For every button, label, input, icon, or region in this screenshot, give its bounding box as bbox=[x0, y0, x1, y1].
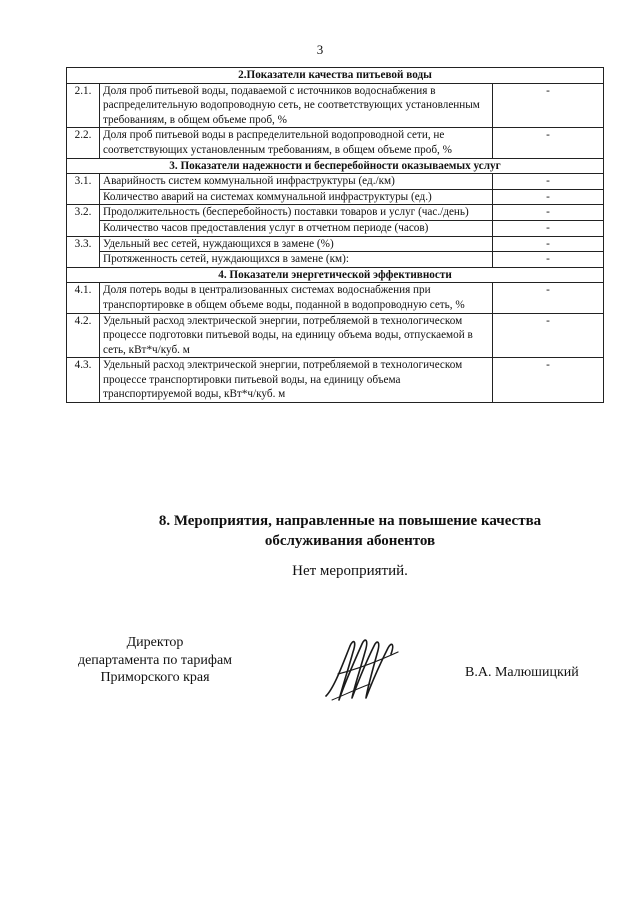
indicator-name: Удельный расход электрической энергии, потребляемой в технологическом процессе подготовки питьевой воды, на единицу объема воды, отпускаемой в сеть, кВт*ч/куб. м bbox=[100, 313, 493, 358]
indicator-value: - bbox=[493, 128, 604, 158]
indicator-name: Удельный расход электрической энергии, потребляемой в технологическом процессе транспортировки питьевой воды, на единицу объема транспортируемой воды, кВт*ч/куб. м bbox=[100, 358, 493, 403]
indicator-name: Доля проб питьевой воды в распределительной водопроводной сети, не соответствующих установленным требованиям, в общем объеме проб, % bbox=[100, 128, 493, 158]
row-number: 4.3. bbox=[67, 358, 100, 403]
title-line: департамента по тарифам bbox=[77, 652, 233, 668]
indicator-value: - bbox=[493, 252, 604, 268]
row-number: 3.3. bbox=[67, 236, 100, 267]
indicator-name: Доля проб питьевой воды, подаваемой с источников водоснабжения в распределительную водопроводную сеть, не соответствующих установленным требованиям, в общем объеме проб, % bbox=[100, 83, 493, 128]
indicator-name: Количество аварий на системах коммунальной инфраструктуры (ед.) bbox=[100, 189, 493, 205]
indicators-table bbox=[66, 67, 604, 403]
indicator-name: Доля потерь воды в централизованных системах водоснабжения при транспортировке в общем объеме воды, поданной в водопроводную сеть, % bbox=[100, 283, 493, 313]
director-title bbox=[50, 634, 260, 687]
title-line: Директор bbox=[126, 635, 184, 650]
row-number: 3.1. bbox=[67, 174, 100, 205]
title-line: Приморского края bbox=[100, 670, 210, 685]
table-row bbox=[67, 313, 604, 358]
section-title: 3. Показатели надежности и бесперебойности оказываемых услуг bbox=[67, 158, 604, 174]
indicator-value: - bbox=[493, 283, 604, 313]
indicator-name: Протяженность сетей, нуждающихся в замене (км): bbox=[100, 252, 493, 268]
table-row bbox=[67, 358, 604, 403]
page-number: 3 bbox=[316, 42, 324, 57]
indicator-value: - bbox=[493, 236, 604, 252]
heading-line: обслуживания абонентов bbox=[264, 533, 436, 549]
section-title: 4. Показатели энергетической эффективности bbox=[67, 267, 604, 283]
handwritten-signature bbox=[320, 630, 410, 710]
table-row bbox=[67, 205, 604, 221]
indicator-value: - bbox=[493, 189, 604, 205]
indicator-value: - bbox=[493, 83, 604, 128]
row-number: 2.2. bbox=[67, 128, 100, 158]
indicator-value: - bbox=[493, 174, 604, 190]
table-row bbox=[67, 236, 604, 252]
section-header-row bbox=[67, 267, 604, 283]
table-row bbox=[67, 220, 604, 236]
table-row bbox=[67, 252, 604, 268]
indicator-name: Удельный вес сетей, нуждающихся в замене (%) bbox=[100, 236, 493, 252]
section-header-row bbox=[67, 158, 604, 174]
no-measures-note: Нет мероприятий. bbox=[292, 563, 408, 579]
indicator-value: - bbox=[493, 220, 604, 236]
table-row bbox=[67, 189, 604, 205]
table-row bbox=[67, 174, 604, 190]
section-title: 2.Показатели качества питьевой воды bbox=[67, 68, 604, 84]
indicator-name: Количество часов предоставления услуг в отчетном периоде (часов) bbox=[100, 220, 493, 236]
indicator-name: Аварийность систем коммунальной инфраструктуры (ед./км) bbox=[100, 174, 493, 190]
section-8-heading bbox=[0, 511, 640, 551]
row-number: 3.2. bbox=[67, 205, 100, 236]
section-header-row bbox=[67, 68, 604, 84]
heading-line: 8. Мероприятия, направленные на повышение качества bbox=[158, 513, 542, 529]
table-row bbox=[67, 128, 604, 158]
table-row bbox=[67, 83, 604, 128]
indicator-name: Продолжительность (бесперебойность) поставки товаров и услуг (час./день) bbox=[100, 205, 493, 221]
row-number: 4.1. bbox=[67, 283, 100, 313]
indicator-value: - bbox=[493, 358, 604, 403]
table-row bbox=[67, 283, 604, 313]
row-number: 2.1. bbox=[67, 83, 100, 128]
signer-name: В.А. Малюшицкий bbox=[465, 665, 579, 680]
row-number: 4.2. bbox=[67, 313, 100, 358]
indicator-value: - bbox=[493, 313, 604, 358]
indicator-value: - bbox=[493, 205, 604, 221]
